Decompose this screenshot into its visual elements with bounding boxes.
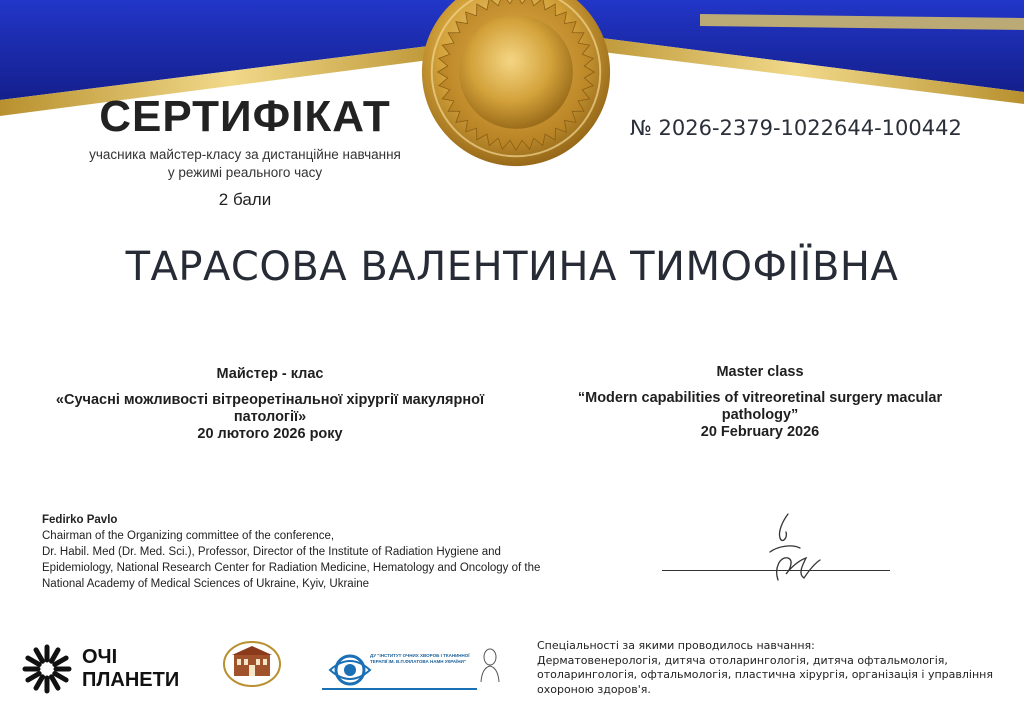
specialties-block (537, 639, 1007, 697)
signature-line (662, 570, 890, 571)
points-label: 2 бали (218, 190, 272, 209)
burst-ray (28, 658, 39, 665)
master-class-title-line: «Сучасні можливості вітреоретінальної хірургії макулярної (55, 392, 485, 408)
burst-ray (55, 674, 66, 681)
signer-credential-line: Epidemiology, National Research Center for Radiation Medicine, Hematology and Oncology of the (42, 562, 541, 574)
master-class-heading: Master class (716, 364, 804, 380)
master-class-english (530, 364, 990, 441)
master-class-title-line: патології» (233, 409, 307, 425)
academy-building-logo-icon (222, 640, 282, 688)
signature-icon (748, 508, 828, 588)
master-class-title-line: pathology” (721, 407, 799, 423)
subtitle-line: у режимі реального часу (167, 165, 323, 180)
burst-ray (28, 674, 39, 681)
gold-seal-icon (418, 0, 614, 170)
burst-ray (52, 677, 59, 688)
burst-ray (36, 650, 43, 661)
signer-credential-line: National Academy of Medical Sciences of Ukraine, Kyiv, Ukraine (42, 578, 370, 590)
brand-logo-line: ОЧІ (82, 646, 118, 668)
master-class-heading: Майстер - клас (216, 366, 324, 382)
signer-credential-line: Chairman of the Organizing committee of the conference, (42, 530, 335, 542)
recipient-name: ТАРАСОВА ВАЛЕНТИНА ТИМОФІЇВНА (125, 244, 899, 290)
specialties-line: Дерматовенерологія, дитяча отоларингологія, дитяча офтальмологія, (537, 653, 948, 667)
master-class-date: 20 лютого 2026 року (197, 426, 343, 442)
institute-logo-text: ДУ "ІНСТИТУТ ОЧНИХ ХВОРОБ І ТКАНИННОЇ ТЕРАПІЇ ІМ. В.П.ФІЛАТОВА НАМН УКРАЇНИ" (370, 653, 470, 664)
certificate-title: СЕРТИФІКАТ (99, 92, 391, 141)
signer-block (42, 512, 622, 592)
bust-portrait-icon (478, 646, 502, 686)
master-class-title-line: “Modern capabilities of vitreoretinal surgery macular (577, 390, 943, 406)
burst-ray (55, 658, 66, 665)
specialties-line: охороною здоров'я. (537, 682, 651, 696)
signer-name: Fedirko Pavlo (42, 514, 118, 526)
burst-ray (36, 677, 43, 688)
certificate-subtitle (60, 146, 430, 182)
specialties-line: отоларингологія, офтальмологія, пластична хірургія, організація і управління (537, 668, 993, 681)
signer-credential-line: Dr. Habil. Med (Dr. Med. Sci.), Professor, Director of the Institute of Radiation Hygiene and (42, 546, 501, 558)
master-class-ukrainian (30, 366, 510, 443)
burst-ray (52, 650, 59, 661)
brand-logo-text (82, 646, 179, 692)
subtitle-line: учасника майстер-класу за дистанційне навчання (89, 147, 401, 162)
master-class-date: 20 February 2026 (700, 424, 820, 440)
brand-logo-line: ПЛАНЕТИ (82, 669, 180, 691)
certificate-number: № 2026-2379-1022644-100442 (630, 116, 962, 140)
specialties-heading: Спеціальності за якими проводилось навчання: (537, 639, 815, 652)
planet-eyes-logo-icon (22, 644, 72, 694)
